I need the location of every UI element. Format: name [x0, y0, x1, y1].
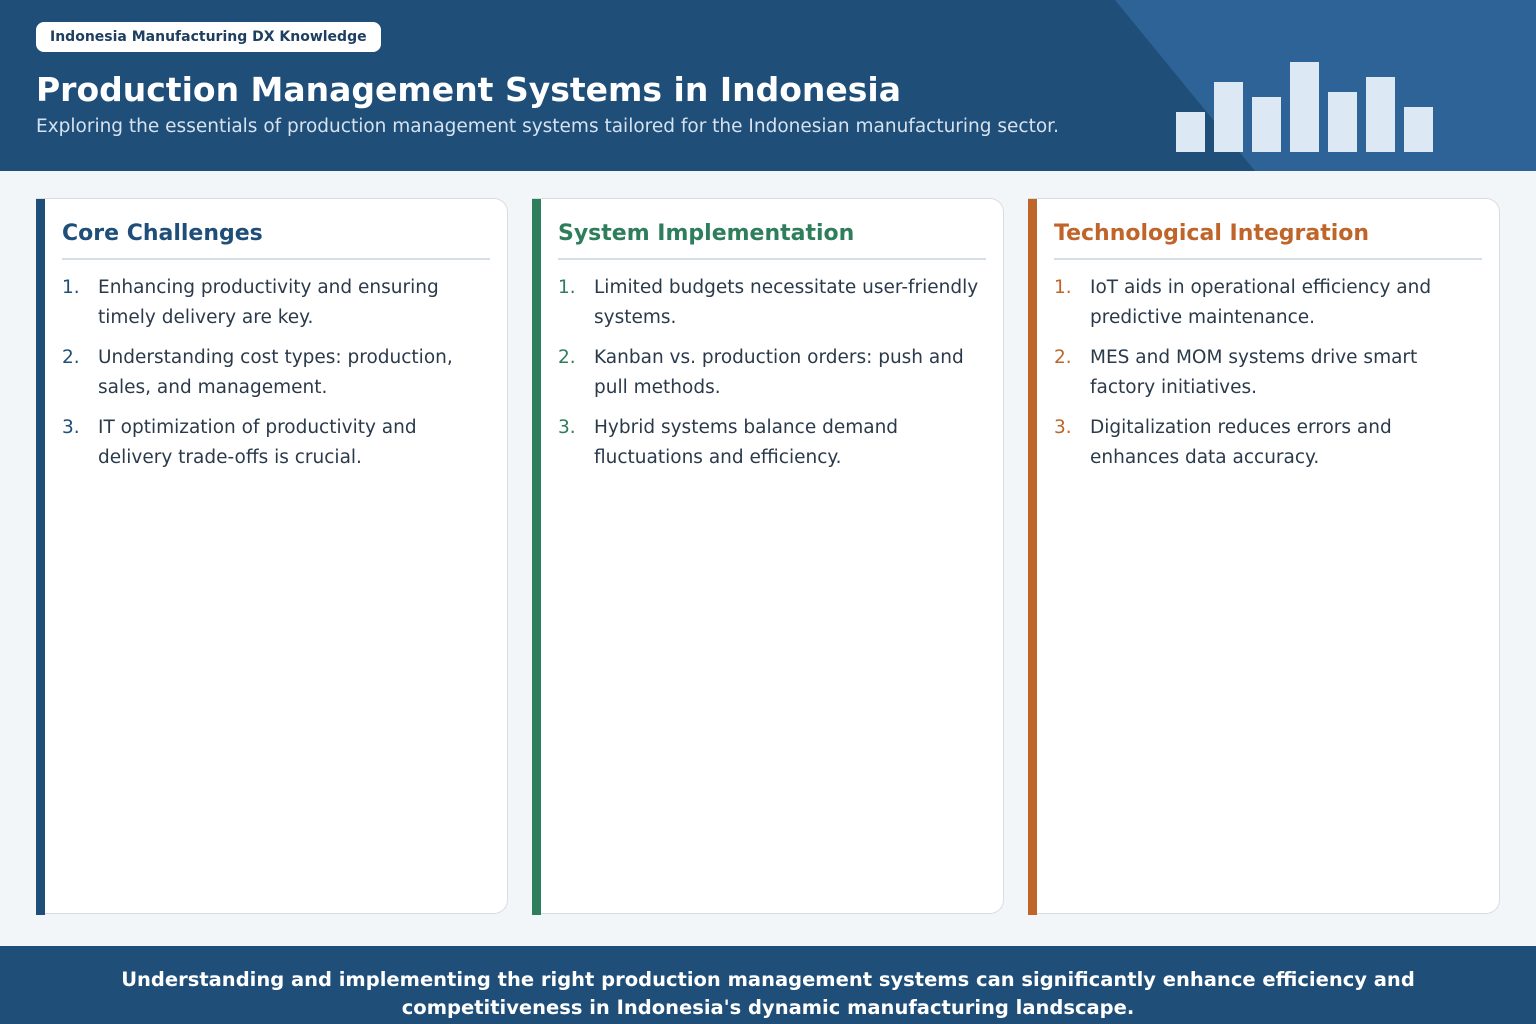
list-number: 2.	[558, 347, 576, 368]
card-accent-bar	[1028, 199, 1037, 915]
list-number: 1.	[62, 277, 80, 298]
card-list	[1054, 273, 1484, 483]
card-system-implementation	[532, 198, 1004, 914]
list-item	[1054, 273, 1484, 333]
header-banner	[0, 0, 1536, 171]
card-accent-bar	[532, 199, 541, 915]
card-core-challenges	[36, 198, 508, 914]
list-item-text: Limited budgets necessitate user-friendly systems.	[594, 277, 979, 328]
category-tag: Indonesia Manufacturing DX Knowledge	[36, 22, 381, 52]
footer-summary: Understanding and implementing the right production management systems can significantly enhance efficiency and competitiveness in Indonesia's dynamic manufacturing landscape.	[121, 968, 1415, 1019]
card-list	[558, 273, 988, 483]
list-item-text: Enhancing productivity and ensuring timely delivery are key.	[98, 277, 439, 328]
bar-chart-icon	[1170, 56, 1440, 156]
card-accent-bar	[36, 199, 45, 915]
list-number: 1.	[558, 277, 576, 298]
page-title: Production Management Systems in Indonesia	[36, 70, 901, 109]
list-number: 3.	[558, 417, 576, 438]
footer-banner	[0, 946, 1536, 1024]
list-item-text: IoT aids in operational efficiency and predictive maintenance.	[1090, 277, 1432, 328]
list-item	[62, 343, 492, 403]
list-item-text: IT optimization of productivity and delivery trade-offs is crucial.	[98, 417, 417, 468]
card-technological-integration	[1028, 198, 1500, 914]
list-item-text: MES and MOM systems drive smart factory initiatives.	[1090, 347, 1418, 398]
list-item	[558, 343, 988, 403]
page-subtitle: Exploring the essentials of production management systems tailored for the Indonesian manufacturing sector.	[36, 116, 1059, 137]
card-title: System Implementation	[558, 216, 986, 260]
list-item	[1054, 413, 1484, 473]
list-number: 2.	[1054, 347, 1072, 368]
list-item	[558, 273, 988, 333]
card-list	[62, 273, 492, 483]
list-item-text: Digitalization reduces errors and enhances data accuracy.	[1090, 417, 1392, 468]
list-number: 1.	[1054, 277, 1072, 298]
card-title: Technological Integration	[1054, 216, 1482, 260]
card-title: Core Challenges	[62, 216, 490, 260]
list-number: 3.	[1054, 417, 1072, 438]
list-item	[62, 273, 492, 333]
list-number: 3.	[62, 417, 80, 438]
list-item	[558, 413, 988, 473]
list-number: 2.	[62, 347, 80, 368]
list-item-text: Understanding cost types: production, sales, and management.	[98, 347, 453, 398]
list-item	[1054, 343, 1484, 403]
list-item-text: Kanban vs. production orders: push and pull methods.	[594, 347, 964, 398]
list-item	[62, 413, 492, 473]
list-item-text: Hybrid systems balance demand fluctuations and efficiency.	[594, 417, 899, 468]
